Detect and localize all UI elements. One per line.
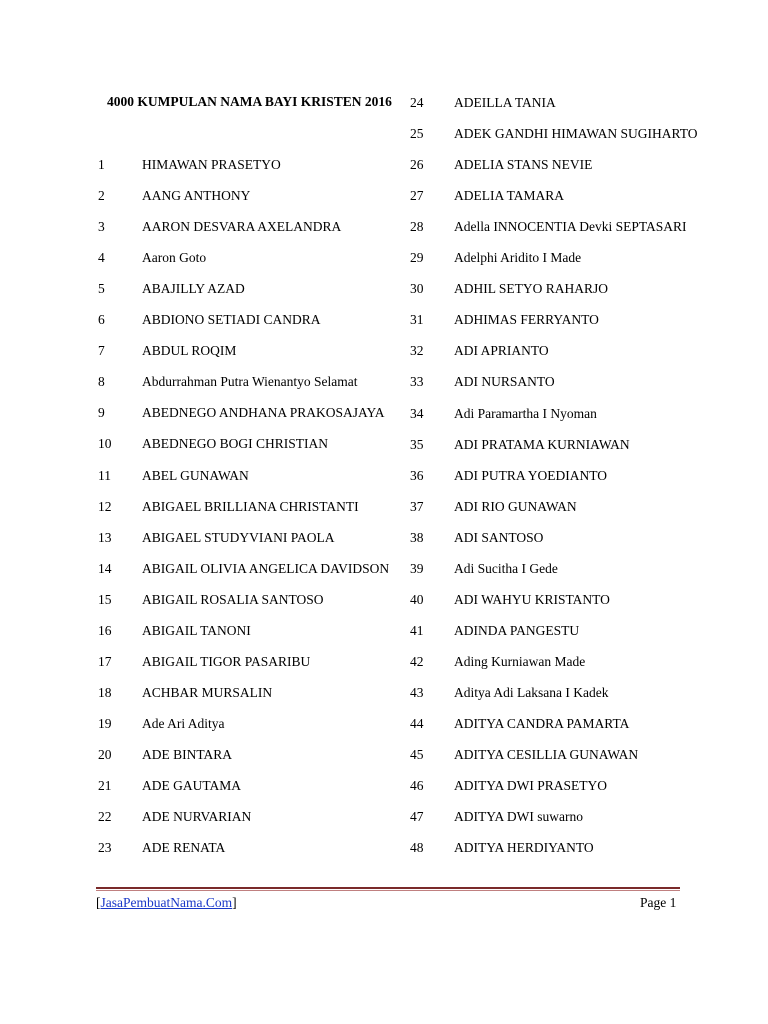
item-number: 22 xyxy=(98,809,112,825)
item-name: ADELIA STANS NEVIE xyxy=(454,157,593,173)
item-number: 5 xyxy=(98,281,105,297)
item-number: 36 xyxy=(410,467,424,483)
item-number: 20 xyxy=(98,746,112,762)
list-item xyxy=(410,372,730,392)
item-number: 38 xyxy=(410,529,424,545)
list-item xyxy=(410,838,730,858)
item-number: 8 xyxy=(98,374,105,390)
list-item xyxy=(98,776,418,796)
bracket-close: ] xyxy=(232,895,237,910)
item-number: 29 xyxy=(410,250,424,266)
list-item xyxy=(410,807,730,827)
item-number: 32 xyxy=(410,343,424,359)
list-item xyxy=(410,155,730,175)
item-name: ABEL GUNAWAN xyxy=(142,467,249,483)
list-item xyxy=(410,466,730,486)
item-name: ADI NURSANTO xyxy=(454,374,555,390)
item-name: HIMAWAN PRASETYO xyxy=(142,157,281,172)
list-item xyxy=(410,528,730,548)
item-number: 9 xyxy=(98,405,105,421)
item-name: ADI SANTOSO xyxy=(454,529,544,545)
item-name: ADI PUTRA YOEDIANTO xyxy=(454,467,607,483)
item-name: ADEK GANDHI HIMAWAN SUGIHARTO xyxy=(454,126,698,142)
item-name: ABEDNEGO BOGI CHRISTIAN xyxy=(142,436,328,452)
list-item xyxy=(410,279,730,299)
website-link[interactable]: JasaPembuatNama.Com xyxy=(100,895,233,910)
list-item xyxy=(98,279,418,299)
item-name: ADITYA CESILLIA GUNAWAN xyxy=(454,747,639,763)
list-item xyxy=(410,341,730,361)
item-number: 47 xyxy=(410,809,424,825)
item-number: 16 xyxy=(98,622,112,638)
item-name: ADI PRATAMA KURNIAWAN xyxy=(454,436,630,452)
item-number: 6 xyxy=(98,312,105,328)
item-name: Adi Paramartha I Nyoman xyxy=(454,405,597,421)
item-name: Aaron Goto xyxy=(142,250,207,266)
item-name: ADELIA TAMARA xyxy=(454,188,565,204)
list-item xyxy=(98,745,418,765)
list-item xyxy=(98,838,418,858)
item-name: ADITYA DWI suwarno xyxy=(454,809,583,825)
list-item xyxy=(98,652,418,672)
item-number: 37 xyxy=(410,498,424,514)
footer-divider-shadow xyxy=(96,890,680,891)
list-item xyxy=(410,714,730,734)
item-number: 17 xyxy=(98,653,112,669)
item-name: Adella INNOCENTIA Devki SEPTASARI xyxy=(454,219,687,235)
item-number: 21 xyxy=(98,778,112,793)
list-item xyxy=(98,310,418,330)
item-number: 4 xyxy=(98,250,105,266)
item-name: ADHIL SETYO RAHARJO xyxy=(454,281,608,297)
list-item xyxy=(98,714,418,734)
item-number: 45 xyxy=(410,747,424,763)
list-item xyxy=(410,590,730,610)
item-name: ADITYA DWI PRASETYO xyxy=(454,778,607,794)
list-item xyxy=(410,559,730,579)
list-item xyxy=(410,93,730,113)
item-name: AANG ANTHONY xyxy=(142,188,251,204)
list-item xyxy=(98,497,418,517)
item-number: 19 xyxy=(98,715,112,731)
list-item xyxy=(410,310,730,330)
item-name: ACHBAR MURSALIN xyxy=(142,684,273,700)
footer-divider xyxy=(96,887,680,889)
list-item xyxy=(98,434,418,454)
item-name: ADEILLA TANIA xyxy=(454,95,556,110)
list-item xyxy=(410,435,730,455)
list-item xyxy=(410,621,730,641)
item-name: ADITYA CANDRA PAMARTA xyxy=(454,716,630,731)
list-item xyxy=(410,124,730,144)
list-item xyxy=(410,683,730,703)
item-number: 41 xyxy=(410,622,424,638)
item-number: 25 xyxy=(410,126,424,142)
item-number: 2 xyxy=(98,188,105,204)
item-name: ABIGAIL ROSALIA SANTOSO xyxy=(142,591,324,607)
list-item xyxy=(98,217,418,237)
item-name: Ading Kurniawan Made xyxy=(454,653,586,669)
item-number: 23 xyxy=(98,840,112,856)
item-name: ABIGAEL STUDYVIANI PAOLA xyxy=(142,529,335,545)
item-number: 34 xyxy=(410,405,424,421)
item-number: 43 xyxy=(410,684,424,700)
list-item xyxy=(98,341,418,361)
item-name: Ade Ari Aditya xyxy=(142,715,225,731)
list-item xyxy=(98,372,418,392)
item-number: 27 xyxy=(410,188,424,204)
list-item xyxy=(98,590,418,610)
item-name: ADINDA PANGESTU xyxy=(454,622,580,638)
item-number: 24 xyxy=(410,95,424,110)
list-item xyxy=(98,155,418,175)
item-name: ADE GAUTAMA xyxy=(142,778,242,793)
list-item xyxy=(410,652,730,672)
item-number: 44 xyxy=(410,716,424,731)
item-name: ADE BINTARA xyxy=(142,746,233,762)
item-number: 40 xyxy=(410,591,424,607)
document-title: 4000 KUMPULAN NAMA BAYI KRISTEN 2016 xyxy=(107,94,392,109)
list-item xyxy=(98,621,418,641)
item-number: 30 xyxy=(410,281,424,297)
item-name: ADI RIO GUNAWAN xyxy=(454,498,577,514)
list-item xyxy=(98,683,418,703)
item-name: ABAJILLY AZAD xyxy=(142,281,245,297)
item-name: Adi Sucitha I Gede xyxy=(454,560,558,576)
list-item xyxy=(98,559,418,579)
item-name: ABIGAIL TANONI xyxy=(142,622,251,638)
item-number: 31 xyxy=(410,312,424,328)
item-name: ABIGAIL TIGOR PASARIBU xyxy=(142,653,311,669)
item-number: 33 xyxy=(410,374,424,390)
item-name: AARON DESVARA AXELANDRA xyxy=(142,219,342,235)
item-number: 3 xyxy=(98,219,105,235)
item-name: ADE NURVARIAN xyxy=(142,809,252,825)
item-name: ADI WAHYU KRISTANTO xyxy=(454,591,610,607)
item-number: 12 xyxy=(98,498,112,514)
item-number: 46 xyxy=(410,778,424,794)
item-name: ABEDNEGO ANDHANA PRAKOSAJAYA xyxy=(142,405,385,421)
item-name: ABDIONO SETIADI CANDRA xyxy=(142,312,321,328)
list-item xyxy=(98,186,418,206)
item-number: 7 xyxy=(98,343,105,359)
item-number: 14 xyxy=(98,560,112,576)
item-number: 42 xyxy=(410,653,424,669)
item-name: ABIGAIL OLIVIA ANGELICA DAVIDSON xyxy=(142,560,390,576)
item-name: ADI APRIANTO xyxy=(454,343,549,359)
list-item xyxy=(410,248,730,268)
item-number: 15 xyxy=(98,591,112,607)
list-item xyxy=(410,776,730,796)
item-name: ADHIMAS FERRYANTO xyxy=(454,312,599,328)
list-item xyxy=(98,807,418,827)
item-number: 18 xyxy=(98,684,112,700)
item-number: 26 xyxy=(410,157,424,173)
bracket-open: [ xyxy=(96,895,101,910)
page-number: Page 1 xyxy=(640,895,677,910)
item-name: ADITYA HERDIYANTO xyxy=(454,840,594,856)
list-item xyxy=(410,497,730,517)
list-item xyxy=(98,466,418,486)
list-item xyxy=(98,528,418,548)
list-item xyxy=(410,745,730,765)
list-item xyxy=(410,404,730,424)
item-name: Abdurrahman Putra Wienantyo Selamat xyxy=(142,374,358,390)
item-name: Aditya Adi Laksana I Kadek xyxy=(454,684,609,700)
item-name: ABDUL ROQIM xyxy=(142,343,237,359)
item-name: ADE RENATA xyxy=(142,840,226,856)
item-number: 10 xyxy=(98,436,112,452)
item-number: 1 xyxy=(98,157,105,172)
item-number: 11 xyxy=(98,467,111,483)
item-number: 13 xyxy=(98,529,112,545)
item-name: Adelphi Aridito I Made xyxy=(454,250,582,266)
item-number: 35 xyxy=(410,436,424,452)
list-item xyxy=(98,248,418,268)
item-number: 48 xyxy=(410,840,424,856)
footer-source xyxy=(96,895,237,911)
list-item xyxy=(410,217,730,237)
item-number: 28 xyxy=(410,219,424,235)
list-item xyxy=(98,403,418,423)
item-number: 39 xyxy=(410,560,424,576)
list-item xyxy=(410,186,730,206)
item-name: ABIGAEL BRILLIANA CHRISTANTI xyxy=(142,498,359,514)
